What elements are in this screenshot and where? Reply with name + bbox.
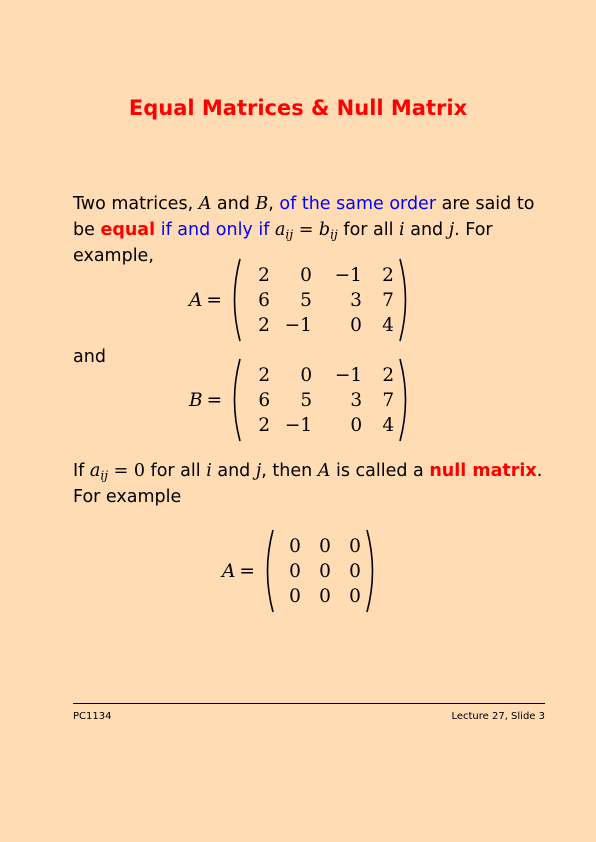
cell: 2 [258, 364, 271, 386]
cell: 2 [382, 264, 394, 286]
cell: 0 [350, 414, 363, 436]
math-B: B [255, 194, 269, 214]
matrix-cells [242, 363, 398, 438]
equals-sign: = [239, 560, 255, 582]
and-text: and [73, 347, 106, 367]
cell: 2 [382, 364, 395, 386]
text: for all [337, 220, 400, 240]
text: , [268, 194, 280, 214]
cell: 0 [289, 585, 301, 607]
text: is called a [330, 461, 430, 481]
math-aij: $a_{ij}$ [89, 461, 109, 483]
text: and [211, 194, 256, 214]
text: and [211, 461, 256, 481]
right-paren-icon [365, 528, 379, 614]
right-paren-icon [398, 257, 412, 343]
cell: 0 [319, 535, 331, 557]
text: are said to be [73, 194, 535, 240]
cell: 3 [350, 389, 363, 411]
slide-number: Lecture 27, Slide 3 [451, 711, 545, 722]
matrix-A-equation [189, 257, 412, 343]
cell: 0 [319, 560, 331, 582]
math-j: j [448, 220, 455, 240]
matrix-B-equation [189, 357, 412, 443]
matrix-cells [275, 534, 365, 609]
cell: 0 [289, 535, 301, 557]
math-i: i [399, 220, 405, 240]
text: for all [144, 461, 207, 481]
math-equals: = [293, 220, 319, 240]
left-paren-icon [228, 357, 242, 443]
highlight-same-order: of the same order [279, 194, 437, 214]
text: , then [261, 461, 318, 481]
null-matrix-paragraph [73, 458, 553, 510]
cell: 0 [349, 535, 361, 557]
cell: 6 [258, 389, 271, 411]
cell: 7 [382, 389, 395, 411]
text: Two matrices, [73, 194, 199, 214]
highlight-iff: if and only if [160, 220, 270, 240]
equals-sign: = [206, 389, 223, 411]
term-equal: equal [100, 220, 156, 240]
math-bij: $b_{ij}$ [318, 220, 338, 242]
cell: 7 [382, 289, 394, 311]
term-null-matrix: null matrix [429, 461, 537, 481]
right-paren-icon [398, 357, 412, 443]
null-matrix [261, 528, 379, 614]
math-A: A [317, 461, 331, 481]
left-paren-icon [261, 528, 275, 614]
cell: 0 [319, 585, 331, 607]
text: If [73, 461, 90, 481]
cell: 0 [300, 364, 313, 386]
cell: 2 [258, 414, 271, 436]
matrix-label: A [189, 289, 203, 311]
left-paren-icon [228, 257, 242, 343]
cell: 0 [349, 560, 361, 582]
cell: 4 [382, 314, 394, 336]
cell: 2 [258, 264, 270, 286]
math-j: j [255, 461, 262, 481]
text: and [404, 220, 449, 240]
math-aij: $a_{ij}$ [274, 220, 294, 242]
equals-sign: = [206, 289, 222, 311]
cell: 2 [258, 314, 270, 336]
cell: 3 [350, 289, 362, 311]
matrix-B [228, 357, 412, 443]
cell: 4 [382, 414, 395, 436]
text: . For example [73, 461, 543, 507]
math-A: A [198, 194, 212, 214]
cell: 5 [300, 289, 312, 311]
cell: 0 [289, 560, 301, 582]
matrix-A [228, 257, 412, 343]
footer-divider [73, 703, 545, 704]
cell: −1 [284, 314, 312, 336]
math-i: i [206, 461, 212, 481]
matrix-cells [242, 263, 398, 338]
cell: −1 [334, 264, 362, 286]
cell: −1 [334, 364, 363, 386]
null-matrix-equation [222, 528, 379, 614]
cell: −1 [284, 414, 313, 436]
matrix-label: B [189, 389, 203, 411]
text: . For example, [73, 220, 493, 266]
math-equals-zero: = 0 [108, 461, 145, 481]
cell: 6 [258, 289, 270, 311]
slide-title: Equal Matrices & Null Matrix [128, 96, 468, 120]
matrix-label: A [222, 560, 236, 582]
cell: 0 [300, 264, 312, 286]
cell: 5 [300, 389, 313, 411]
course-code: PC1134 [73, 711, 112, 722]
cell: 0 [349, 585, 361, 607]
cell: 0 [350, 314, 362, 336]
